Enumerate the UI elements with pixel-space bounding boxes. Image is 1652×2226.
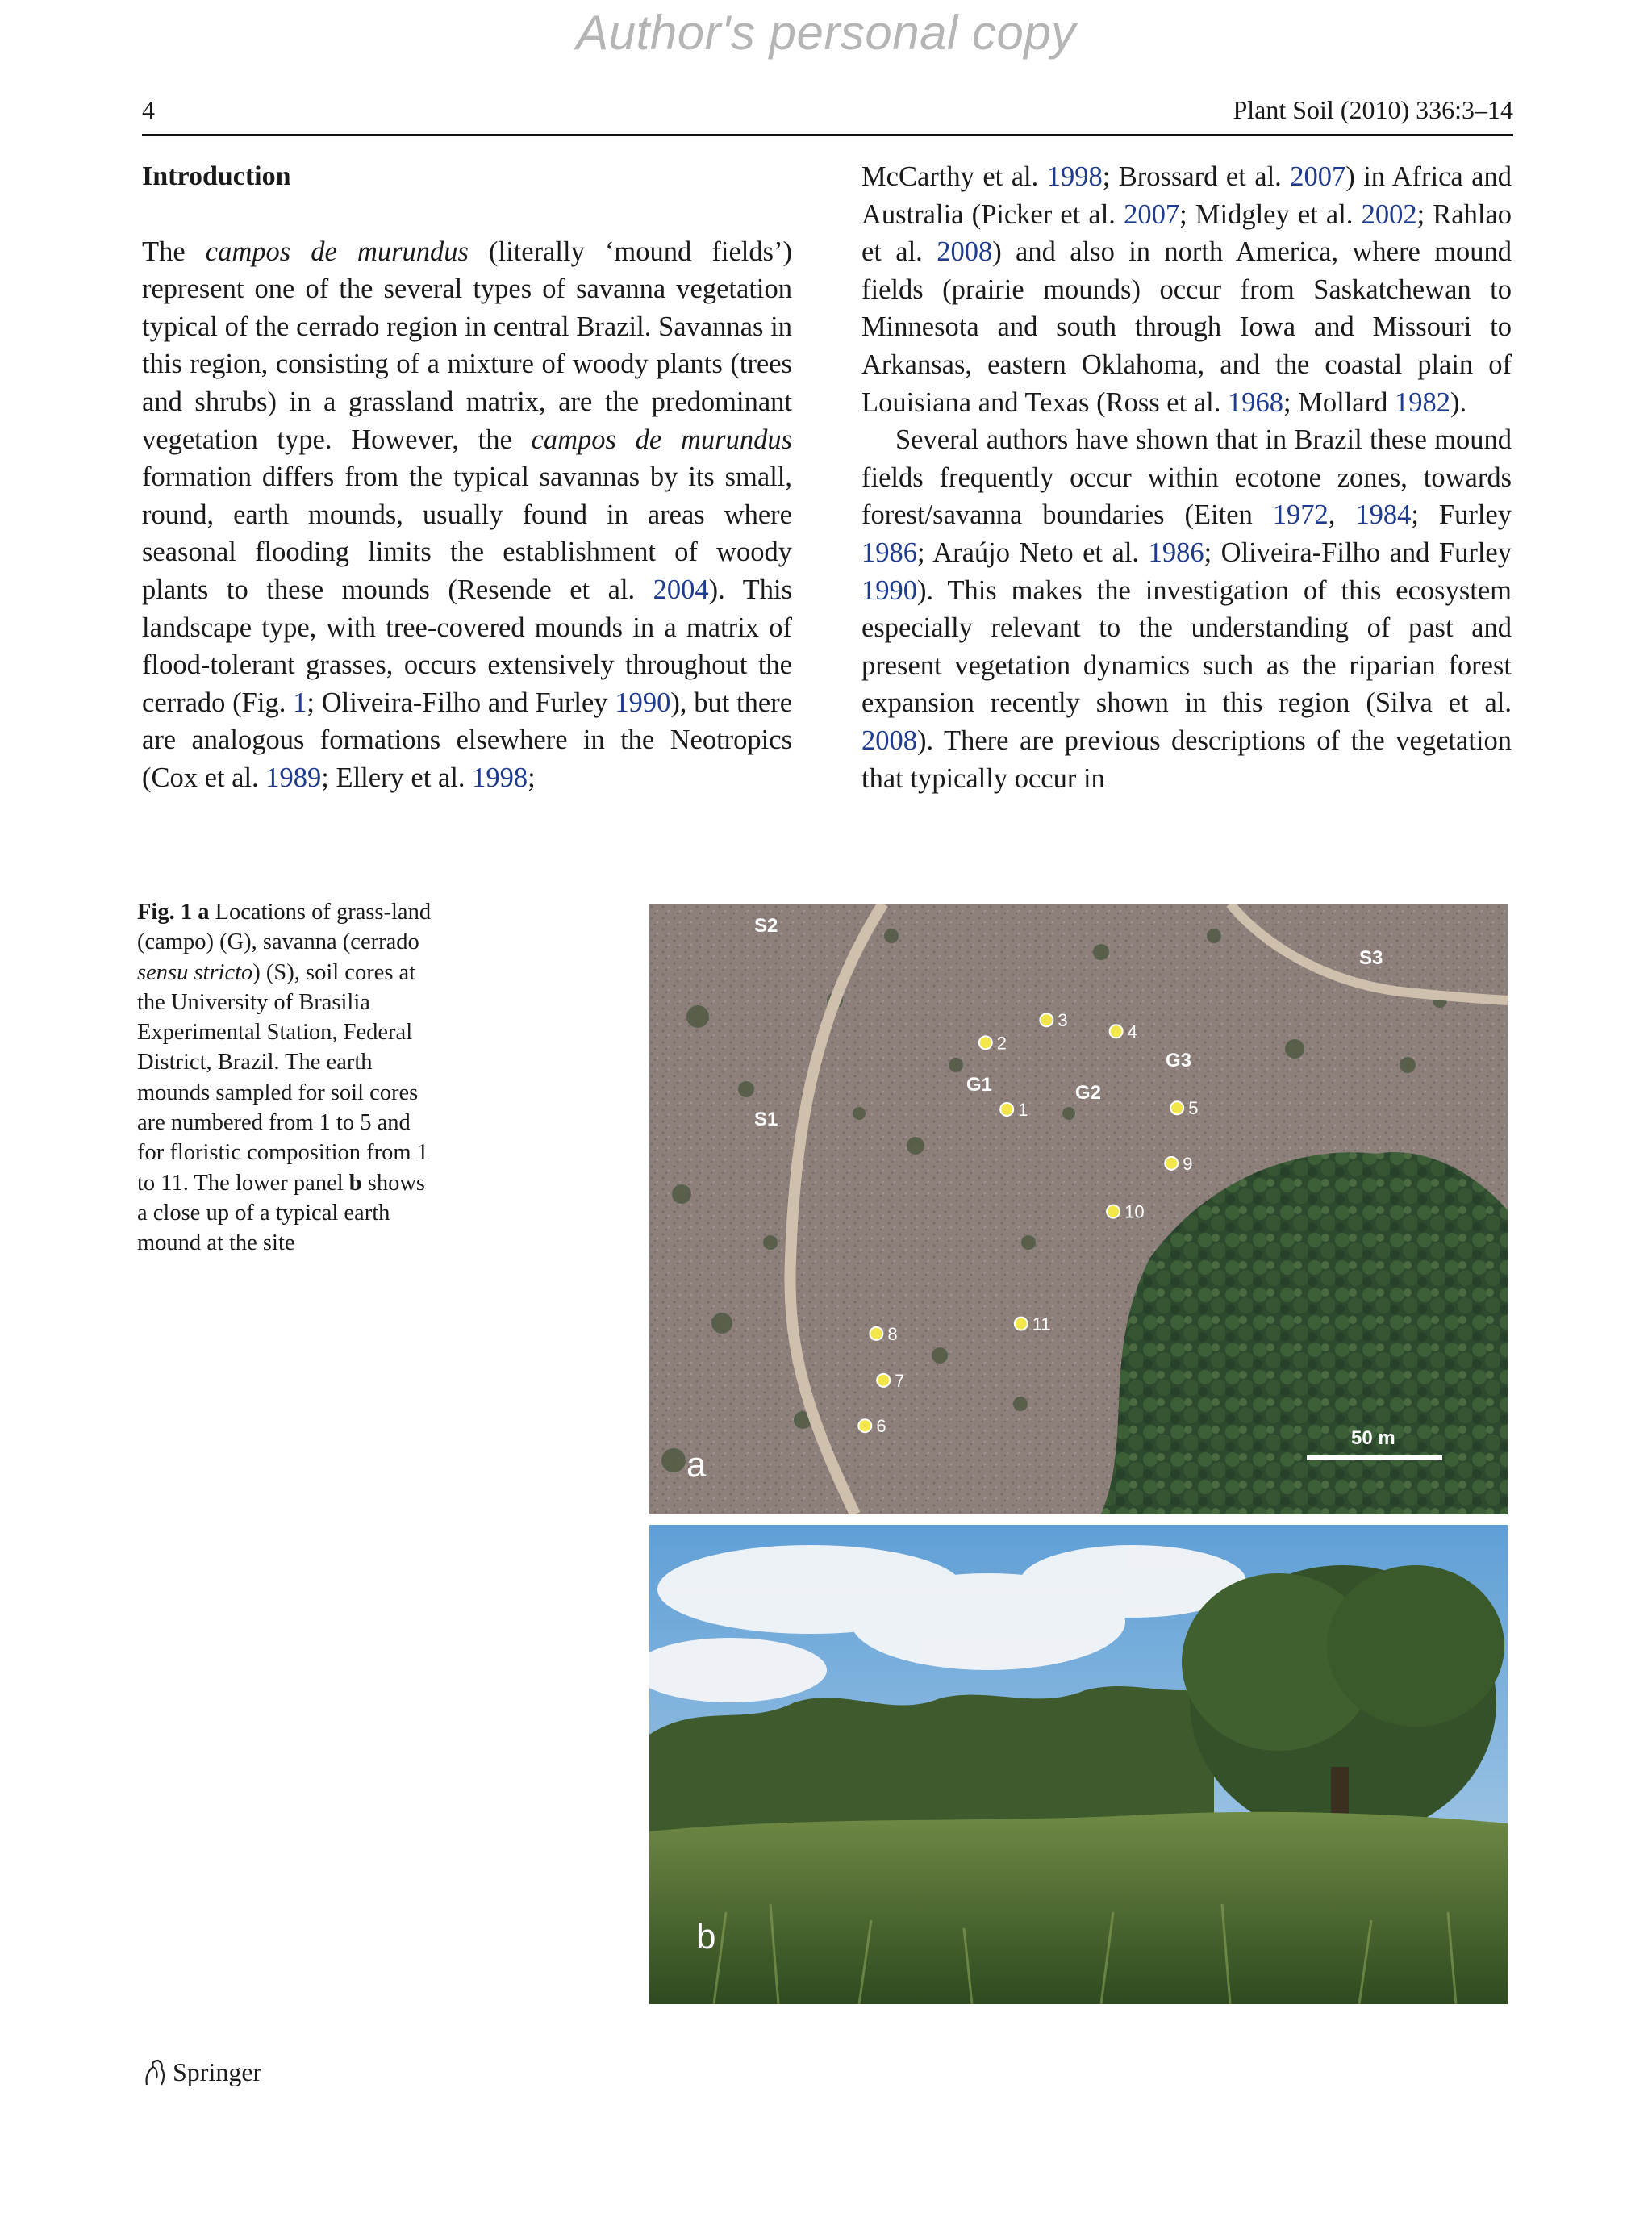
- italic-text: sensu stricto: [137, 959, 253, 985]
- reference-link[interactable]: 1986: [1148, 537, 1204, 568]
- reference-link[interactable]: 2004: [653, 574, 709, 605]
- site-label-g3: G3: [1166, 1050, 1192, 1071]
- mound-point-7: [877, 1374, 890, 1387]
- site-label-s2: S2: [754, 915, 778, 937]
- mound-point-6: [858, 1419, 871, 1432]
- section-heading: Introduction: [142, 161, 291, 191]
- bold-text: Fig. 1: [137, 900, 193, 925]
- reference-link[interactable]: 1982: [1394, 386, 1450, 418]
- reference-link[interactable]: 1: [293, 687, 307, 718]
- mound-point-label-10: 10: [1124, 1201, 1145, 1222]
- reference-link[interactable]: 1986: [861, 537, 917, 568]
- mound-point-10: [1107, 1205, 1120, 1218]
- footer: [142, 2057, 261, 2087]
- panel-b-letter: b: [696, 1917, 716, 1957]
- reference-link[interactable]: 1968: [1227, 386, 1283, 418]
- mound-point-label-9: 9: [1183, 1153, 1193, 1174]
- mound-point-label-11: 11: [1032, 1313, 1051, 1334]
- mound-point-label-1: 1: [1018, 1100, 1028, 1121]
- reference-link[interactable]: 1972: [1272, 499, 1329, 531]
- reference-link[interactable]: 1990: [861, 574, 917, 606]
- figure-panel-a: [649, 904, 1508, 1514]
- mound-point-11: [1015, 1318, 1028, 1330]
- mound-point-label-7: 7: [895, 1370, 905, 1391]
- reference-link[interactable]: 1990: [615, 687, 671, 718]
- reference-link[interactable]: 1998: [1046, 161, 1103, 192]
- page-number: 4: [142, 95, 155, 124]
- reference-link[interactable]: 2008: [861, 725, 917, 756]
- italic-text: campos de murundus: [531, 424, 792, 455]
- bold-text: b: [348, 1170, 362, 1196]
- mound-point-1: [1000, 1103, 1013, 1116]
- mound-point-5: [1170, 1101, 1183, 1114]
- landscape-photo: [649, 1525, 1508, 2004]
- watermark: Author's personal copy: [576, 6, 1076, 60]
- intro-paragraph-1: The campos de murundus (literally ‘mound fields’) represent one of the several types of savanna vegetation typical of the cerrado region in central Brazil. Savannas in this region, consisting of a mixture of woody plants (trees and shrubs) in a grassland matrix, are the predominant vegetation type. However, the campos de murundus formation differs from the typical savannas by its small, round, earth mounds, usually found in areas where seasonal flooding limits the establishment of woody plants to these mounds (Resende et al. 2004). This landscape type, with tree-covered mounds in a matrix of flood-tolerant grasses, occurs extensively throughout the cerrado (Fig. 1; Oliveira-Filho and Furley 1990), but there are analogous formations elsewhere in the Neotropics (Cox et al. 1989; Ellery et al. 1998;: [142, 236, 793, 793]
- aerial-map: [649, 904, 1508, 1514]
- scale-label: 50 m: [1351, 1427, 1395, 1449]
- mound-point-8: [870, 1327, 882, 1340]
- site-label-s1: S1: [754, 1109, 778, 1130]
- mound-point-label-5: 5: [1188, 1098, 1199, 1119]
- italic-text: campos de murundus: [205, 236, 469, 267]
- reference-link[interactable]: 2007: [1290, 161, 1346, 192]
- mound-point-label-6: 6: [876, 1416, 886, 1437]
- mound-point-label-8: 8: [887, 1323, 898, 1344]
- panel-a-letter: a: [686, 1445, 707, 1485]
- reference-link[interactable]: 2007: [1124, 198, 1180, 230]
- reference-link[interactable]: 1998: [472, 762, 528, 793]
- site-label-g1: G1: [966, 1074, 993, 1096]
- intro-paragraph-2: Several authors have shown that in Brazil these mound fields frequently occur within ecotone zones, towards forest/savanna boundaries (Eiten 1972, 1984; Furley 1986; Araújo Neto et al. 1986; Oliveira-Filho and Furley 1990). This makes the investigation of this ecosystem especially relevant to the understanding of past and present vegetation dynamics such as the riparian forest expansion recently shown in this region (Silva et al. 2008). There are previous descriptions of the vegetation that typically occur in: [861, 424, 1512, 794]
- journal-citation: Plant Soil (2010) 336:3–14: [1233, 95, 1513, 124]
- header-rule: [142, 134, 1513, 136]
- site-label-g2: G2: [1075, 1082, 1102, 1104]
- reference-link[interactable]: 1989: [265, 762, 322, 793]
- reference-link[interactable]: 2008: [937, 236, 993, 268]
- mound-point-9: [1165, 1157, 1178, 1170]
- figure-caption: Fig. 1 a Locations of grass-land (campo) (G), savanna (cerrado sensu stricto) (S), soil cores at the University of Brasilia Experimental Station, Federal District, Brazil. The earth mounds sampled for soil cores are numbered from 1 to 5 and for floristic composition from 1 to 11. The lower panel b shows a close up of a typical earth mound at the site: [137, 900, 432, 1256]
- figure-panel-b: [649, 1525, 1508, 2004]
- right-column: [861, 158, 1512, 797]
- springer-horse-icon: [142, 2059, 166, 2086]
- mound-point-label-2: 2: [996, 1033, 1007, 1054]
- left-column: [142, 158, 792, 797]
- publisher-name: Springer: [173, 2057, 262, 2086]
- reference-link[interactable]: 2002: [1361, 198, 1417, 230]
- mound-point-3: [1040, 1013, 1053, 1026]
- reference-link[interactable]: 1984: [1355, 499, 1412, 531]
- mound-point-label-4: 4: [1127, 1021, 1137, 1042]
- bold-text: a: [198, 900, 210, 925]
- mound-point-4: [1110, 1025, 1123, 1038]
- mound-point-label-3: 3: [1058, 1010, 1068, 1031]
- site-label-s3: S3: [1359, 947, 1383, 969]
- intro-paragraph-continued: McCarthy et al. 1998; Brossard et al. 2007) in Africa and Australia (Picker et al. 2007; Midgley et al. 2002; Rahlao et al. 2008) and also in north America, where mound fields (prairie mounds) occur from Saskatchewan to Minnesota and south through Iowa and Missouri to Arkansas, eastern Oklahoma, and the coastal plain of Louisiana and Texas (Ross et al. 1968; Mollard 1982).: [861, 161, 1512, 418]
- mound-point-2: [979, 1036, 992, 1049]
- scale-bar: [1307, 1455, 1442, 1460]
